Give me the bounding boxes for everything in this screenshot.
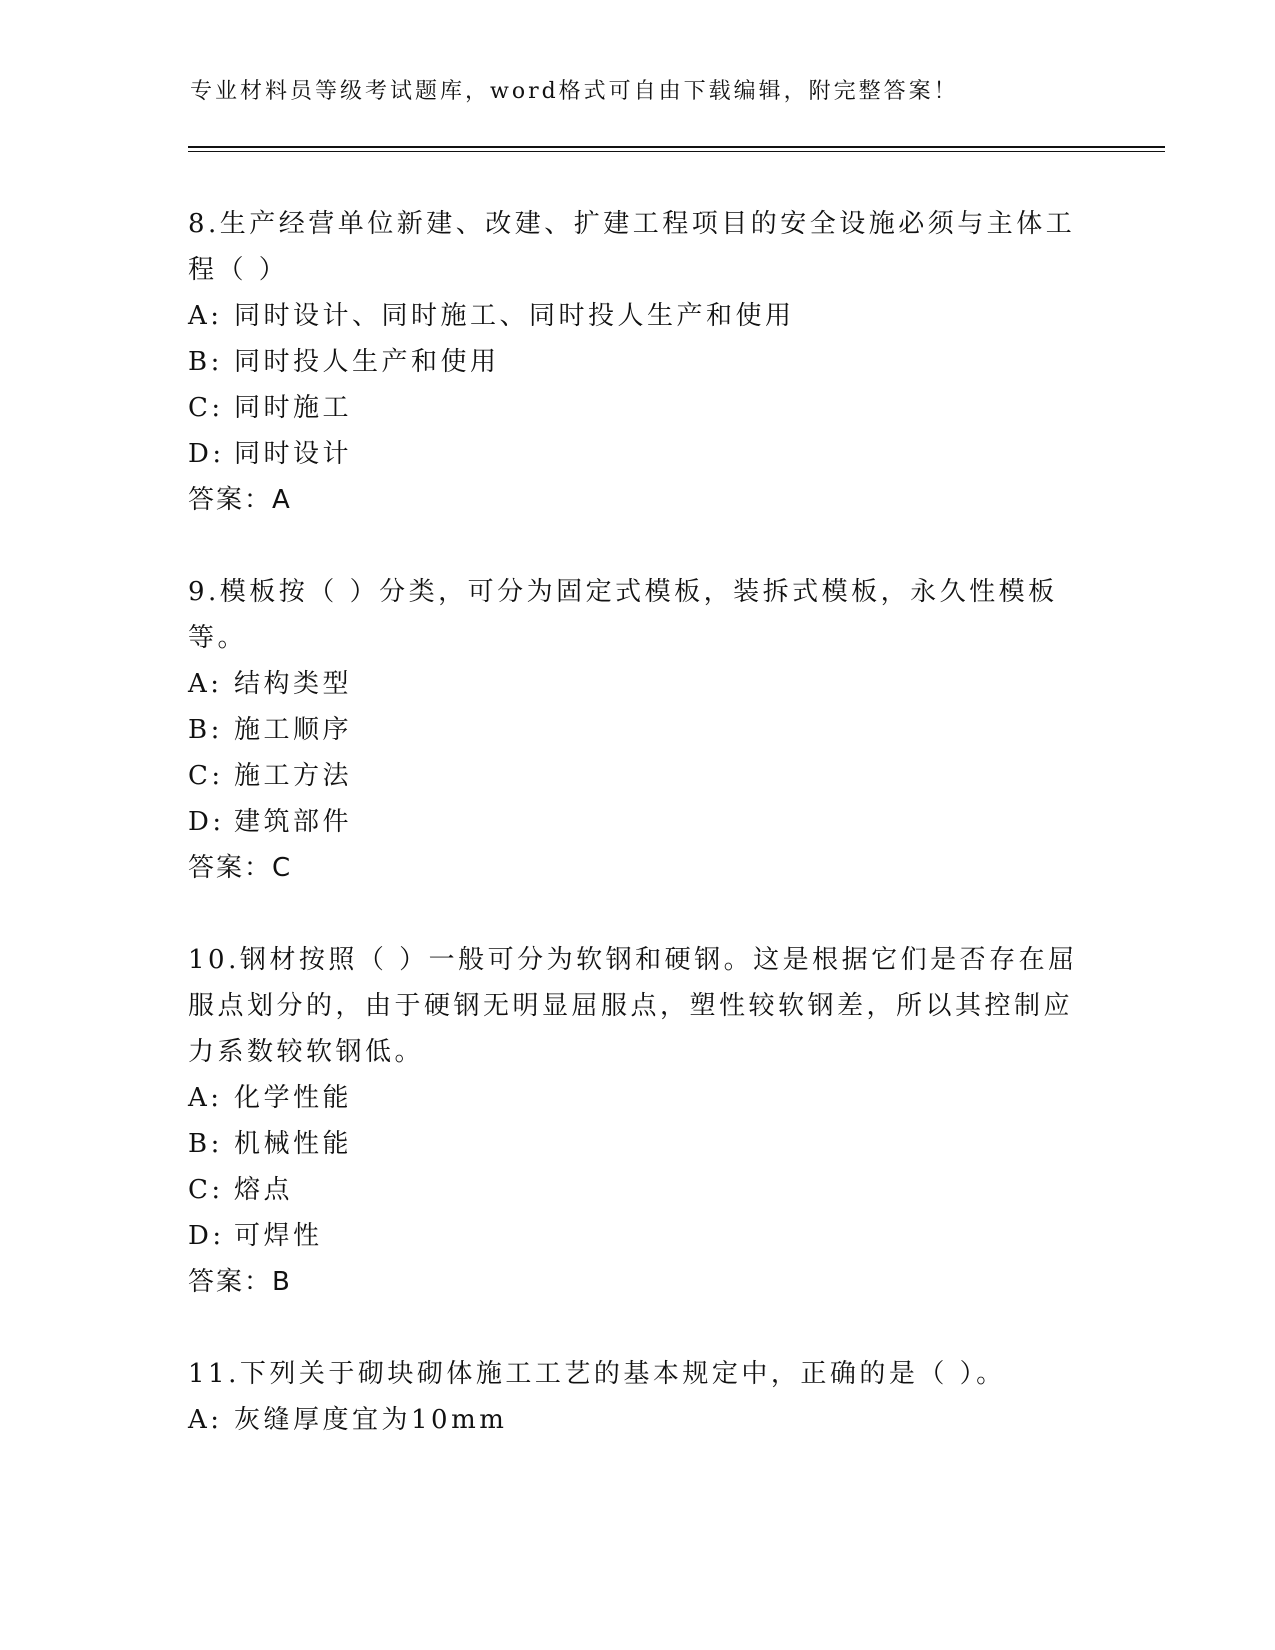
option-text: 熔点 <box>234 1175 294 1205</box>
option-key: D: <box>188 1221 225 1251</box>
question-text: 10.钢材按照（ ）一般可分为软钢和硬钢。这是根据它们是否存在屈服点划分的，由于硬钢无明显屈服点，塑性较软钢差，所以其控制应力系数较软钢低。 <box>188 945 1078 1067</box>
option-c <box>188 753 1088 799</box>
option-text: 机械性能 <box>234 1129 353 1159</box>
question-8 <box>188 201 1088 523</box>
header-divider <box>188 146 1165 152</box>
option-key: D: <box>188 439 225 469</box>
option-a <box>188 1075 1088 1121</box>
option-text: 建筑部件 <box>234 807 353 837</box>
question-text: 11.下列关于砌块砌体施工工艺的基本规定中，正确的是（ ）。 <box>188 1359 1006 1389</box>
page-header: 专业材料员等级考试题库，word格式可自由下载编辑，附完整答案！ <box>190 79 959 104</box>
question-list <box>188 201 1088 1489</box>
option-key: A: <box>188 669 223 699</box>
option-key: B: <box>188 347 223 377</box>
option-a <box>188 661 1088 707</box>
answer-label: 答案：B <box>188 1267 292 1297</box>
option-key: B: <box>188 715 223 745</box>
option-key: C: <box>188 393 224 423</box>
option-key: A: <box>188 1405 223 1435</box>
question-11 <box>188 1351 1088 1443</box>
option-text: 同时设计、同时施工、同时投人生产和使用 <box>234 301 795 331</box>
question-9 <box>188 569 1088 891</box>
option-text: 同时设计 <box>234 439 353 469</box>
option-key: C: <box>188 1175 224 1205</box>
option-key: B: <box>188 1129 223 1159</box>
option-b <box>188 1121 1088 1167</box>
option-d <box>188 799 1088 845</box>
option-a <box>188 293 1088 339</box>
question-text: 9.模板按（ ）分类，可分为固定式模板，装拆式模板，永久性模板等。 <box>188 577 1058 653</box>
option-key: C: <box>188 761 224 791</box>
option-text: 化学性能 <box>234 1083 353 1113</box>
option-text: 同时投人生产和使用 <box>234 347 500 377</box>
option-c <box>188 385 1088 431</box>
option-key: A: <box>188 1083 223 1113</box>
option-b <box>188 339 1088 385</box>
option-text: 灰缝厚度宜为10mm <box>234 1405 508 1435</box>
option-d <box>188 431 1088 477</box>
option-d <box>188 1213 1088 1259</box>
option-text: 同时施工 <box>234 393 353 423</box>
option-a <box>188 1397 1088 1443</box>
option-b <box>188 707 1088 753</box>
option-key: D: <box>188 807 225 837</box>
answer-label: 答案：C <box>188 853 293 883</box>
option-text: 结构类型 <box>234 669 353 699</box>
question-10 <box>188 937 1088 1305</box>
option-c <box>188 1167 1088 1213</box>
question-text: 8.生产经营单位新建、改建、扩建工程项目的安全设施必须与主体工程（ ） <box>188 209 1076 285</box>
answer-label: 答案：A <box>188 485 292 515</box>
option-text: 施工方法 <box>234 761 353 791</box>
option-key: A: <box>188 301 223 331</box>
option-text: 可焊性 <box>234 1221 323 1251</box>
option-text: 施工顺序 <box>234 715 353 745</box>
